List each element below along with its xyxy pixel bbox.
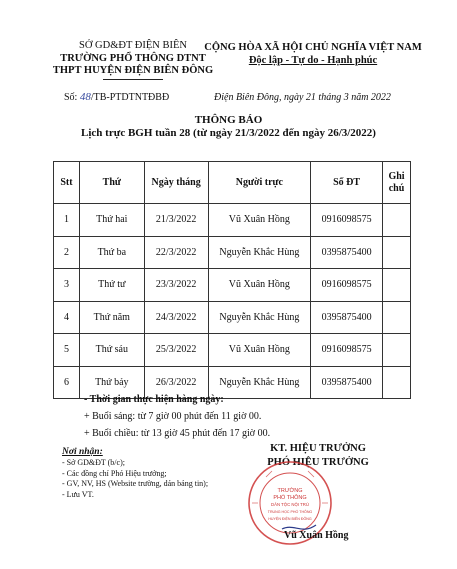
document-title: THÔNG BÁO	[194, 114, 263, 126]
cell-phone: 0395875400	[311, 301, 383, 334]
document-subtitle: Lịch trực BGH tuần 28 (từ ngày 21/3/2022 đến ngày 26/3/2022)	[81, 127, 376, 139]
doc-number-suffix: /TB-PTDTNTĐBĐ	[90, 92, 170, 103]
recipient-item: - Lưu VT.	[62, 489, 94, 499]
cell-stt: 5	[54, 334, 80, 367]
document-number	[64, 91, 169, 103]
cell-date: 23/3/2022	[144, 269, 208, 302]
recipients-section	[62, 446, 208, 500]
place-and-date: Điện Biên Đông, ngày 21 tháng 3 năm 2022	[214, 92, 391, 103]
national-motto: Độc lập - Tự do - Hạnh phúc	[248, 55, 378, 66]
cell-stt: 3	[54, 269, 80, 302]
col-header-stt: Stt	[54, 162, 80, 204]
cell-date: 24/3/2022	[144, 301, 208, 334]
agency-school: TRƯỜNG PHỔ THÔNG DTNT	[60, 52, 206, 64]
cell-note	[383, 269, 411, 302]
cell-day: Thứ hai	[79, 204, 144, 237]
cell-phone: 0916098575	[311, 334, 383, 367]
cell-stt: 4	[54, 301, 80, 334]
svg-text:PHỔ THÔNG: PHỔ THÔNG	[273, 495, 307, 501]
doc-number-value: 48	[79, 91, 91, 103]
recipient-item: - Các đồng chí Phó Hiệu trưởng;	[62, 468, 167, 478]
table-body	[54, 204, 411, 399]
signer-title: PHÓ HIỆU TRƯỞNG	[267, 457, 369, 468]
svg-text:TRƯỜNG: TRƯỜNG	[277, 488, 303, 494]
cell-day: Thứ tư	[79, 269, 144, 302]
nation-name: CỘNG HÒA XÃ HỘI CHỦ NGHĨA VIỆT NAM	[204, 42, 422, 53]
cell-phone: 0395875400	[311, 236, 383, 269]
cell-date: 26/3/2022	[144, 366, 208, 399]
cell-person: Vũ Xuân Hồng	[208, 334, 311, 367]
cell-phone: 0916098575	[311, 204, 383, 237]
table-row	[54, 301, 411, 334]
work-time-title: - Thời gian thực hiện hàng ngày:	[84, 394, 224, 405]
col-header-day: Thứ	[79, 162, 144, 204]
cell-note	[383, 334, 411, 367]
cell-date: 22/3/2022	[144, 236, 208, 269]
cell-person: Vũ Xuân Hồng	[208, 204, 311, 237]
cell-date: 25/3/2022	[144, 334, 208, 367]
table-row	[54, 269, 411, 302]
cell-note	[383, 204, 411, 237]
work-time-section	[84, 391, 270, 442]
cell-stt: 6	[54, 366, 80, 399]
cell-person: Nguyễn Khắc Hùng	[208, 236, 311, 269]
table-row	[54, 204, 411, 237]
recipient-item: - Sở GD&ĐT (b/c);	[62, 458, 125, 467]
cell-stt: 1	[54, 204, 80, 237]
issuing-agency	[48, 40, 218, 80]
cell-person: Vũ Xuân Hồng	[208, 269, 311, 302]
svg-text:HUYỆN ĐIỆN BIÊN ĐÔNG: HUYỆN ĐIỆN BIÊN ĐÔNG	[268, 517, 312, 521]
duty-roster-table	[53, 161, 411, 399]
work-time-morning: + Buổi sáng: từ 7 giờ 00 phút đến 11 giờ 00.	[84, 411, 262, 422]
signer-authority: KT. HIỆU TRƯỞNG	[270, 443, 366, 454]
cell-phone: 0916098575	[311, 269, 383, 302]
work-time-afternoon: + Buổi chiều: từ 13 giờ 45 phút đến 17 giờ 00.	[84, 428, 271, 439]
svg-text:DÂN TỘC NỘI TRÚ: DÂN TỘC NỘI TRÚ	[270, 502, 310, 507]
svg-text:TRUNG HỌC PHỔ THÔNG: TRUNG HỌC PHỔ THÔNG	[267, 510, 313, 514]
header-left-underline	[103, 79, 163, 80]
cell-day: Thứ năm	[79, 301, 144, 334]
doc-number-prefix: Số:	[64, 92, 80, 103]
col-header-note: Ghi chú	[383, 162, 411, 204]
cell-day: Thứ bảy	[79, 366, 144, 399]
table-row	[54, 334, 411, 367]
recipients-title: Nơi nhận:	[62, 447, 103, 457]
national-title	[203, 41, 423, 67]
cell-day: Thứ sáu	[79, 334, 144, 367]
signer-name: Vũ Xuân Hồng	[284, 530, 349, 541]
cell-person: Nguyễn Khắc Hùng	[208, 301, 311, 334]
cell-note	[383, 236, 411, 269]
cell-phone: 0395875400	[311, 366, 383, 399]
cell-note	[383, 301, 411, 334]
col-header-date: Ngày tháng	[144, 162, 208, 204]
cell-person: Nguyễn Khắc Hùng	[208, 366, 311, 399]
col-header-phone: Số ĐT	[311, 162, 383, 204]
recipient-item: - GV, NV, HS (Website trường, dán bảng tin);	[62, 479, 209, 489]
agency-school-level: THPT HUYỆN ĐIỆN BIÊN ĐÔNG	[52, 65, 214, 76]
cell-date: 21/3/2022	[144, 204, 208, 237]
cell-stt: 2	[54, 236, 80, 269]
cell-day: Thứ ba	[79, 236, 144, 269]
cell-note	[383, 366, 411, 399]
table-row	[54, 236, 411, 269]
col-header-person: Người trực	[208, 162, 311, 204]
table-header-row	[54, 162, 411, 204]
agency-parent: SỞ GD&ĐT ĐIỆN BIÊN	[78, 40, 187, 51]
